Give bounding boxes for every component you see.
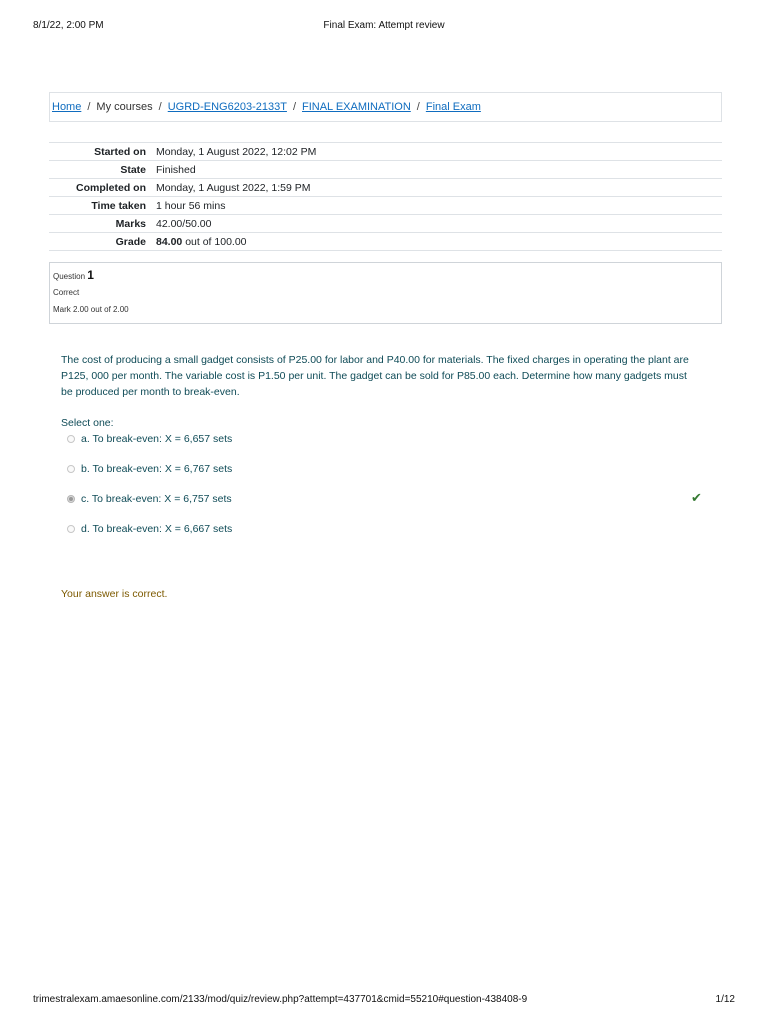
breadcrumb [49,92,722,122]
answer-feedback: Your answer is correct. [61,588,168,600]
answer-option-label: d. To break-even: X = 6,667 sets [81,523,233,535]
summary-row-grade [49,233,722,251]
print-footer [33,994,735,1008]
check-icon: ✔ [691,490,702,505]
question-text: The cost of producing a small gadget consists of P25.00 for labor and P40.00 for materials. The fixed charges in operating the plant are P125, 000 per month. The variable cost is P1.50 per unit. The gadget can be sold for P85.00 each. Determine how many gadgets must be produced per month to break-even. [61,354,689,398]
question-formulation [61,352,701,553]
answer-options [61,433,701,553]
print-header [33,20,735,34]
print-page-title: Final Exam: Attempt review [323,20,445,31]
summary-row-completed-on [49,179,722,197]
grade-out-of: out of 100.00 [182,235,247,248]
answer-option-label: b. To break-even: X = 6,767 sets [81,463,233,475]
summary-value: 1 hour 56 mins [156,199,226,212]
summary-value: Finished [156,163,196,176]
radio-button[interactable] [67,435,75,443]
breadcrumb-home-link[interactable]: Home [52,101,82,113]
question-state: Correct [53,288,80,297]
summary-row-state [49,161,722,179]
summary-row-marks [49,215,722,233]
radio-button[interactable] [67,525,75,533]
summary-row-started-on [49,143,722,161]
question-number [53,268,718,284]
summary-label: Completed on [76,181,146,194]
select-one-prompt: Select one: [61,417,114,429]
print-page-number: 1/12 [715,994,735,1005]
print-url: trimestralexam.amaesonline.com/2133/mod/quiz/review.php?attempt=437701&cmid=55210#question-438408-9 [33,994,528,1005]
summary-row-time-taken [49,197,722,215]
question-label: Question [53,272,86,281]
breadcrumb-quiz-link[interactable]: Final Exam [425,101,481,113]
answer-option-b[interactable] [61,463,701,493]
answer-option-a[interactable] [61,433,701,463]
breadcrumb-course-link[interactable]: UGRD-ENG6203-2133T [167,101,287,113]
grade-score: 84.00 [156,235,183,248]
radio-button-checked[interactable] [67,495,75,503]
breadcrumb-my-courses: My courses [96,101,153,113]
breadcrumb-section-link[interactable]: FINAL EXAMINATION [302,101,411,113]
breadcrumb-separator: / [158,101,162,113]
summary-value: Monday, 1 August 2022, 12:02 PM [156,145,317,158]
summary-label: Time taken [91,199,146,212]
question-info-box [49,262,722,324]
answer-option-label: a. To break-even: X = 6,657 sets [81,433,233,445]
question-number-value: 1 [87,268,94,282]
answer-option-d[interactable] [61,523,701,553]
summary-value: Monday, 1 August 2022, 1:59 PM [156,181,311,194]
answer-option-c[interactable] [61,490,702,523]
print-datetime: 8/1/22, 2:00 PM [33,20,104,31]
breadcrumb-separator: / [87,101,91,113]
attempt-summary-table [49,142,722,251]
summary-value [151,233,722,251]
breadcrumb-separator: / [292,101,296,113]
summary-label: State [120,163,146,176]
breadcrumb-separator: / [416,101,420,113]
summary-label: Marks [115,217,146,230]
answer-option-label: c. To break-even: X = 6,757 sets [81,493,232,505]
summary-label: Grade [115,235,146,248]
summary-label: Started on [94,145,146,158]
question-grade: Mark 2.00 out of 2.00 [53,305,129,314]
summary-value: 42.00/50.00 [156,217,212,230]
radio-button[interactable] [67,465,75,473]
